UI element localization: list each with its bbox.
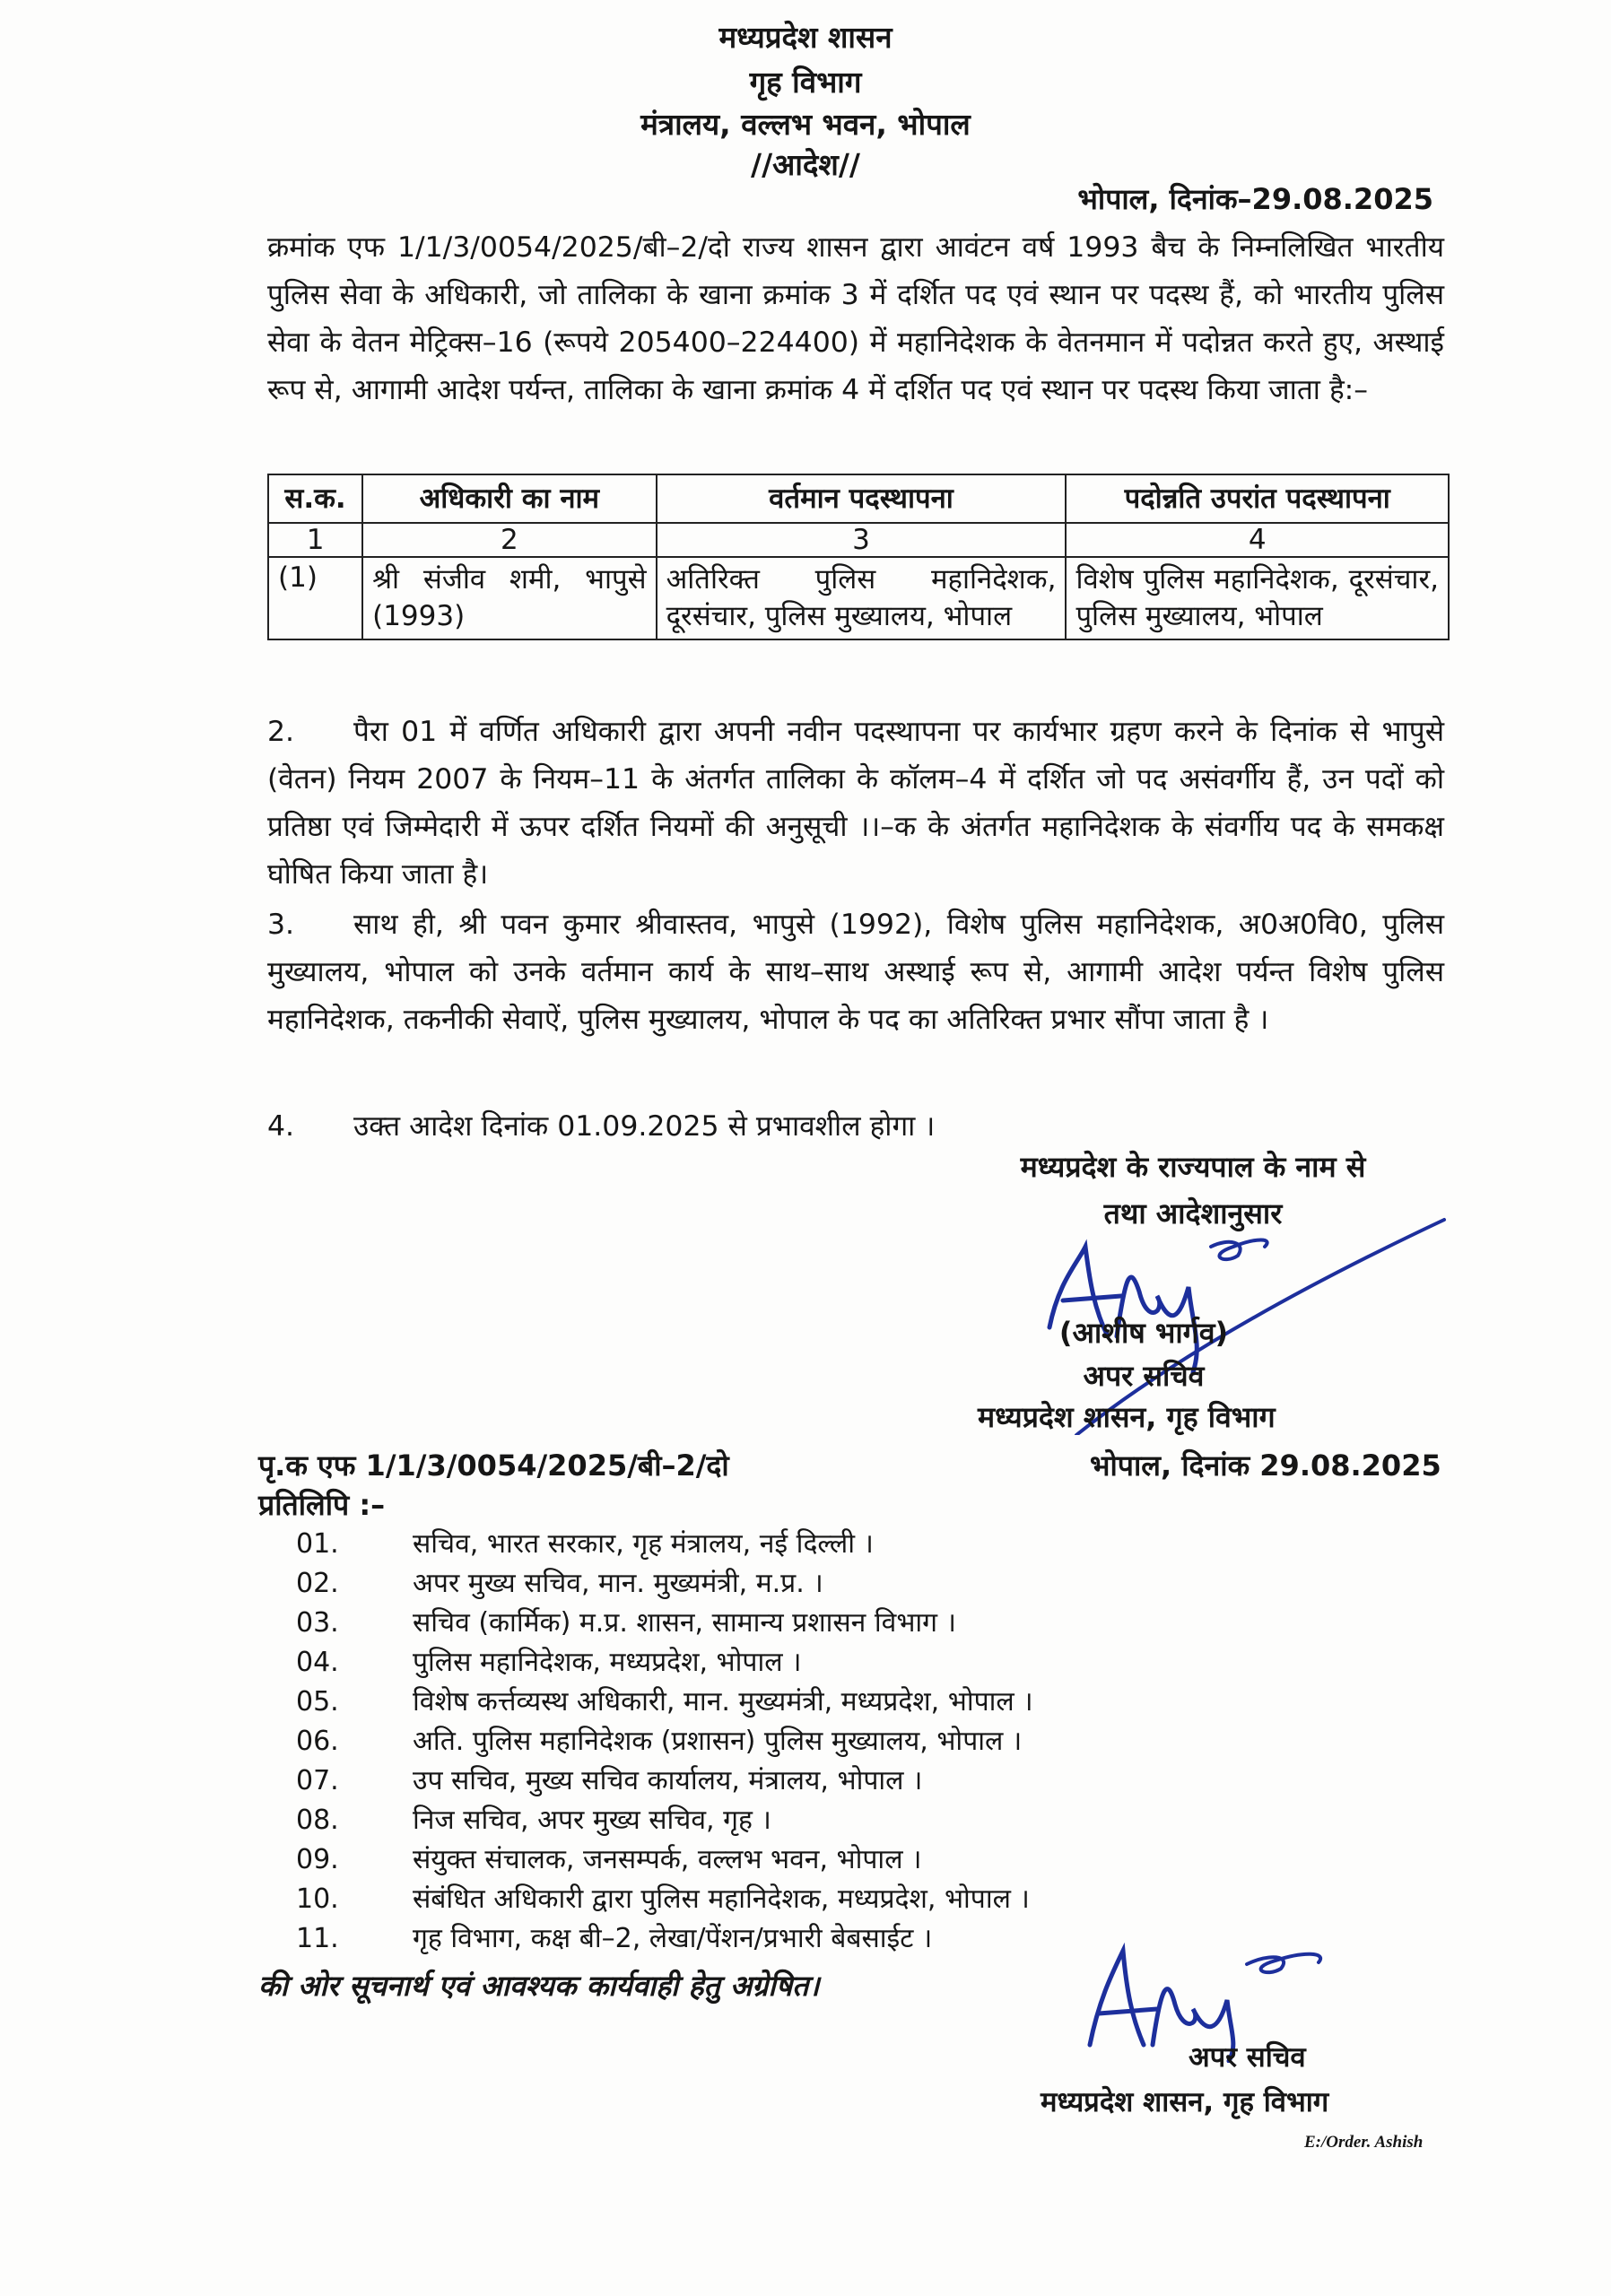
signatory-department: मध्यप्रदेश शासन, गृह विभाग xyxy=(978,1400,1276,1434)
list-item-text: अति. पुलिस महानिदेशक (प्रशासन) पुलिस मुख्यालय, भोपाल । xyxy=(413,1726,1023,1757)
list-item-text: गृह विभाग, कक्ष बी–2, लेखा/पेंशन/प्रभारी बेबसाईट । xyxy=(413,1923,933,1954)
list-item-number: 01. xyxy=(296,1528,339,1560)
list-item-number: 06. xyxy=(296,1726,339,1757)
list-item xyxy=(296,1919,1033,1959)
list-item xyxy=(296,1683,1033,1722)
list-item-number: 09. xyxy=(296,1844,339,1875)
header-government: मध्यप्रदेश शासन xyxy=(718,20,893,55)
signatory2-designation: अपर सचिव xyxy=(1189,2041,1306,2074)
list-item xyxy=(296,1525,1033,1564)
table-header: स.क. xyxy=(268,474,362,523)
table-cell: विशेष पुलिस महानिदेशक, दूरसंचार, पुलिस मुख्यालय, भोपाल xyxy=(1066,557,1449,639)
copy-label: प्रतिलिपि :– xyxy=(258,1488,386,1522)
endorsement-ref: पृ.क एफ 1/1/3/0054/2025/बी–2/दो xyxy=(258,1448,729,1483)
paragraph-number: 3. xyxy=(267,909,295,941)
list-item-text: संबंधित अधिकारी द्वारा पुलिस महानिदेशक, मध्यप्रदेश, भोपाल । xyxy=(413,1883,1030,1915)
authority-line: मध्यप्रदेश के राज्यपाल के नाम से xyxy=(1020,1150,1366,1184)
signatory-block xyxy=(942,1311,1345,1397)
copy-list xyxy=(296,1525,1033,1959)
order-date: भोपाल, दिनांक–29.08.2025 xyxy=(1077,182,1433,216)
table-index-row xyxy=(268,523,1449,557)
closing-line: की ओर सूचनार्थ एवं आवश्यक कार्यवाही हेतु अग्रेषित। xyxy=(258,1969,820,2003)
table-cell: अतिरिक्त पुलिस महानिदेशक, दूरसंचार, पुलिस मुख्यालय, भोपाल xyxy=(657,557,1067,639)
table-header: अधिकारी का नाम xyxy=(362,474,656,523)
list-item-number: 10. xyxy=(296,1883,339,1915)
table-cell: (1) xyxy=(268,557,362,639)
list-item xyxy=(296,1604,1033,1643)
list-item-number: 03. xyxy=(296,1607,339,1639)
endorsement-date: भोपाल, दिनांक 29.08.2025 xyxy=(1090,1448,1441,1483)
header-address: मंत्रालय, वल्लभ भवन, भोपाल xyxy=(640,107,971,142)
signatory-designation: अपर सचिव xyxy=(1083,1359,1205,1393)
paragraph-number: 4. xyxy=(267,1110,295,1143)
list-item-text: उप सचिव, मुख्य सचिव कार्यालय, मंत्रालय, भोपाल । xyxy=(413,1765,923,1796)
list-item xyxy=(296,1761,1033,1801)
paragraph-2 xyxy=(267,709,1444,899)
list-item xyxy=(296,1840,1033,1880)
list-item-text: निज सचिव, अपर मुख्य सचिव, गृह । xyxy=(413,1805,771,1836)
paragraph-3 xyxy=(267,901,1444,1044)
list-item-number: 11. xyxy=(296,1923,339,1954)
list-item-text: सचिव, भारत सरकार, गृह मंत्रालय, नई दिल्ली । xyxy=(413,1528,874,1560)
list-item-text: सचिव (कार्मिक) म.प्र. शासन, सामान्य प्रशासन विभाग । xyxy=(413,1607,956,1639)
paragraph-number: 2. xyxy=(267,716,295,748)
table-cell: 1 xyxy=(268,523,362,557)
authority-line: तथा आदेशानुसार xyxy=(1103,1196,1283,1231)
table-header: वर्तमान पदस्थापना xyxy=(657,474,1067,523)
paragraph-text: पैरा 01 में वर्णित अधिकारी द्वारा अपनी नवीन पदस्थापना पर कार्यभार ग्रहण करने के दिनांक से भापुसे (वेतन) नियम 2007 के नियम–11 के अंतर्गत तालिका के कॉलम–4 में दर्शित जो पद असंवर्गीय हैं, उन पदों को प्रतिष्ठा एवं जिम्मेदारी में ऊपर दर्शित नियमों की अनुसूची ।।–क के अंतर्गत महानिदेशक के संवर्गीय पद के समकक्ष घोषित किया जाता है। xyxy=(267,716,1444,891)
header-order-title: //आदेश// xyxy=(751,147,860,182)
table-cell: 2 xyxy=(362,523,656,557)
list-item-number: 04. xyxy=(296,1647,339,1678)
paragraph-1: क्रमांक एफ 1/1/3/0054/2025/बी–2/दो राज्य शासन द्वारा आवंटन वर्ष 1993 बैच के निम्नलिखित भारतीय पुलिस सेवा के अधिकारी, जो तालिका के खाना क्रमांक 3 में दर्शित पद एवं स्थान पर पदस्थ हैं, को भारतीय पुलिस सेवा के वेतन मेट्रिक्स–16 (रूपये 205400–224400) में महानिदेशक के वेतनमान में पदोन्नत करते हुए, अस्थाई रूप से, आगामी आदेश पर्यन्त, तालिका के खाना क्रमांक 4 में दर्शित पद एवं स्थान पर पदस्थ किया जाता है:– xyxy=(267,231,1444,406)
table-cell: श्री संजीव शमी, भापुसे (1993) xyxy=(362,557,656,639)
footer-note: E:/Order. Ashish xyxy=(1304,2133,1424,2152)
list-item-text: संयुक्त संचालक, जनसम्पर्क, वल्लभ भवन, भोपाल । xyxy=(413,1844,922,1875)
list-item-number: 08. xyxy=(296,1805,339,1836)
list-item xyxy=(296,1801,1033,1840)
posting-table xyxy=(267,474,1450,640)
table-cell: 3 xyxy=(657,523,1067,557)
paragraph-text: उक्त आदेश दिनांक 01.09.2025 से प्रभावशील होगा । xyxy=(353,1110,936,1143)
list-item-text: पुलिस महानिदेशक, मध्यप्रदेश, भोपाल । xyxy=(413,1647,802,1678)
list-item-number: 07. xyxy=(296,1765,339,1796)
list-item-number: 05. xyxy=(296,1686,339,1718)
table-row xyxy=(268,557,1449,639)
signatory-name: (आशीष भार्गव) xyxy=(1058,1316,1229,1350)
list-item xyxy=(296,1643,1033,1683)
header-department: गृह विभाग xyxy=(749,65,862,100)
list-item xyxy=(296,1880,1033,1919)
table-header-row xyxy=(268,474,1449,523)
list-item-number: 02. xyxy=(296,1568,339,1599)
list-item xyxy=(296,1564,1033,1604)
list-item xyxy=(296,1722,1033,1761)
table-header: पदोन्नति उपरांत पदस्थापना xyxy=(1066,474,1449,523)
list-item-text: विशेष कर्त्तव्यस्थ अधिकारी, मान. मुख्यमंत्री, मध्यप्रदेश, भोपाल । xyxy=(413,1686,1033,1718)
table-cell: 4 xyxy=(1066,523,1449,557)
list-item-text: अपर मुख्य सचिव, मान. मुख्यमंत्री, म.प्र. । xyxy=(413,1568,823,1599)
paragraph-text: साथ ही, श्री पवन कुमार श्रीवास्तव, भापुसे (1992), विशेष पुलिस महानिदेशक, अ0अ0वि0, पुलिस मुख्यालय, भोपाल को उनके वर्तमान कार्य के साथ–साथ अस्थाई रूप से, आगामी आदेश पर्यन्त विशेष पुलिस महानिदेशक, तकनीकी सेवाऐं, पुलिस मुख्यालय, भोपाल के पद का अतिरिक्त प्रभार सौंपा जाता है । xyxy=(267,909,1444,1036)
signatory2-department: मध्यप्रदेश शासन, गृह विभाग xyxy=(1041,2086,1329,2118)
